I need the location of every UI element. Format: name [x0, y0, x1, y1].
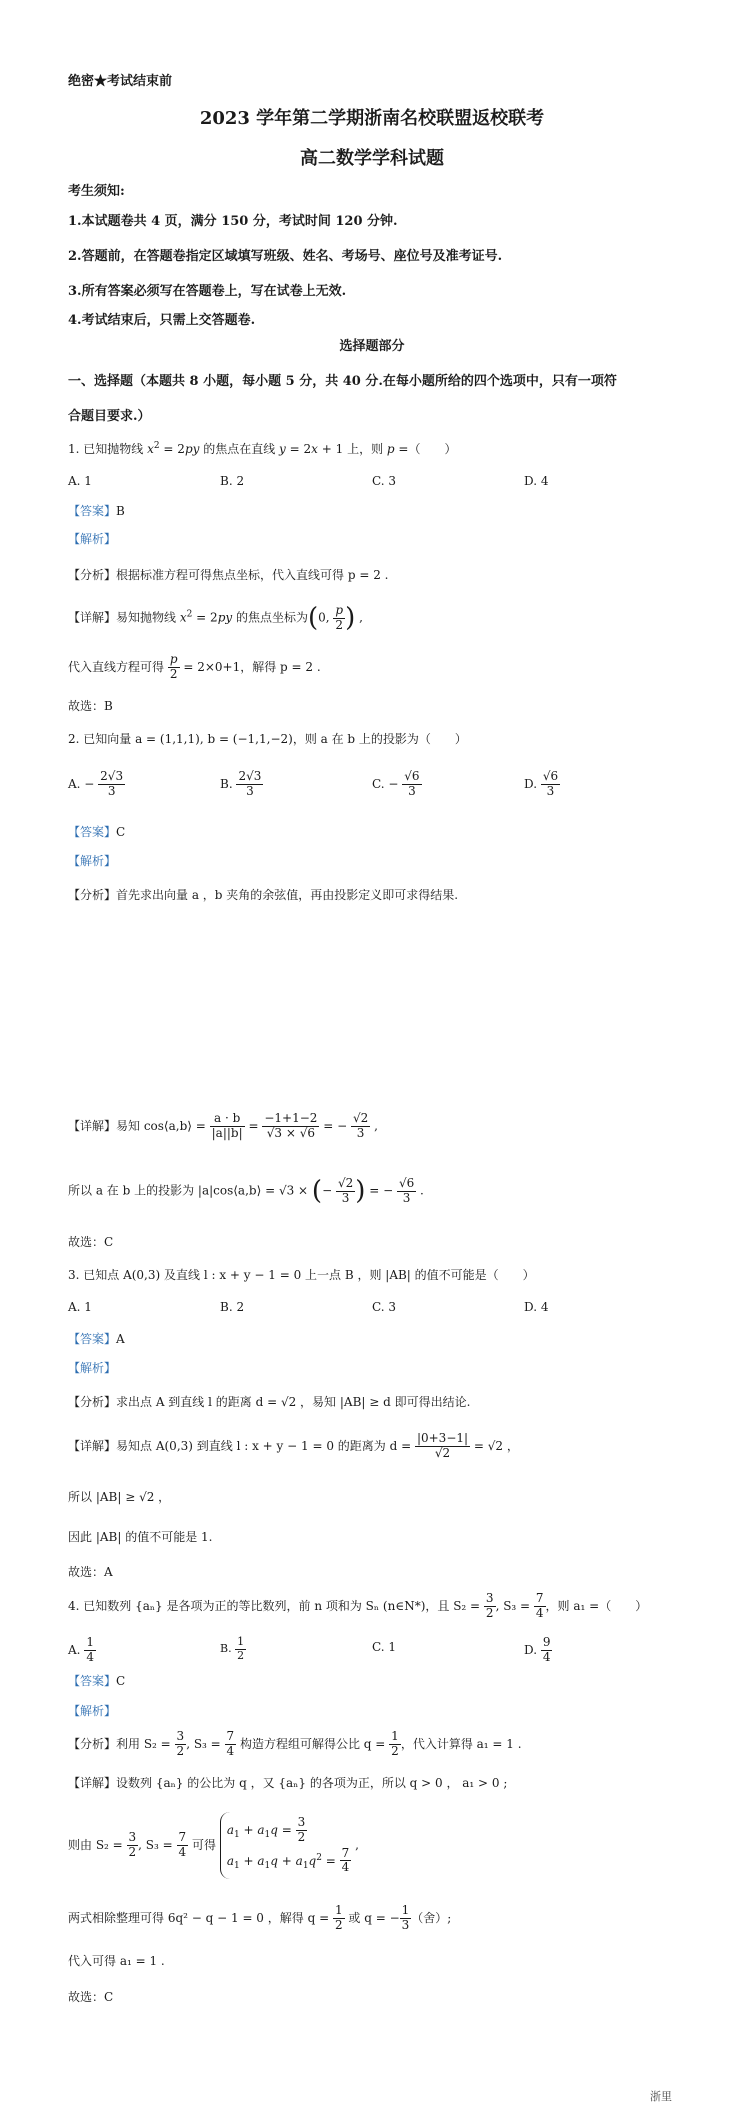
q3-line-2: 所以 |AB| ≥ √2 ，: [68, 1490, 171, 1504]
q2-option-a: A. − $\frac{2√3}{3}$: [68, 769, 124, 798]
notice-item: 3.所有答案必须写在答题卷上，写在试卷上无效.: [68, 284, 347, 299]
exam-subtitle: 高二数学学科试题: [300, 148, 444, 169]
q3-analysis-label: 【解析】: [68, 1361, 117, 1375]
q3-choose: 故选：A: [68, 1565, 113, 1579]
exam-title: 2023 学年第二学期浙南名校联盟返校联考: [199, 108, 545, 129]
notice-item: 4.考试结束后，只需上交答题卷.: [68, 313, 256, 328]
q4-fenxi: 【分析】利用 S₂ = $\frac{3}{2}$ , S₃ = $\frac{7}{4}$ 构造方程组可解得公比 q = $\frac{1}{2}$ ，代入计算得 a₁ = 1 .: [68, 1729, 522, 1758]
q3-answer: 【答案】A: [68, 1332, 125, 1346]
q2-stem: 2. 已知向量 a = (1,1,1), b = (−1,1,−2)，则 a 在 b 上的投影为（ ）: [68, 732, 467, 746]
part-title: 选择题部分: [339, 339, 405, 354]
q4-analysis-label: 【解析】: [68, 1704, 117, 1718]
q2-option-c: C. − $\frac{√6}{3}$: [372, 769, 420, 798]
q4-line-3: 两式相除整理可得 6q² − q − 1 = 0 ，解得 q = $\frac{1}{2}$ 或 q = − $\frac{1}{3}$ （舍）;: [68, 1903, 452, 1932]
q2-fenxi: 【分析】首先求出向量 a ，b 夹角的余弦值，再由投影定义即可求得结果.: [68, 888, 459, 902]
q2-option-b: B. $\frac{2√3}{3}$: [220, 769, 262, 798]
secret-label: 绝密★考试结束前: [68, 74, 173, 89]
q4-choose: 故选：C: [68, 1990, 114, 2004]
q3-option-c: C. 3: [372, 1300, 397, 1314]
q1-option-a: A. 1: [68, 474, 92, 488]
q4-answer: 【答案】C: [68, 1674, 126, 1688]
q4-detail: 【详解】设数列 {aₙ} 的公比为 q ，又 {aₙ} 的各项为正，所以 q > 0 ， a₁ > 0 ;: [68, 1776, 508, 1790]
q1-analysis-label: 【解析】: [68, 532, 117, 546]
q4-detail-2: 则由 S₂ = $\frac{3}{2}$ , S₃ = $\frac{7}{4}$ 可得 $a_1 + a_1q$ = $\frac{3}{2}$ $a_1 + a_1q + a_1q^2$ = $\frac{7}{4}$ ,: [68, 1812, 359, 1879]
q4-option-d: D. $\frac{9}{4}$: [524, 1635, 551, 1664]
q3-option-b: B. 2: [220, 1300, 245, 1314]
q1-detail: 【详解】易知抛物线 $x^2 = 2py$ 的焦点坐标为(0, $\frac{p}{2}$ ) ,: [68, 602, 363, 633]
q1-choose: 故选：B: [68, 699, 113, 713]
q4-option-b: B. $\frac{1}{2}$: [220, 1635, 245, 1662]
q1-answer: 【答案】B: [68, 504, 125, 518]
q2-option-d: D. $\frac{√6}{3}$: [524, 769, 559, 798]
section-heading: 一、选择题（本题共 8 小题，每小题 5 分，共 40 分.在每小题所给的四个选项中，只有一项符: [68, 374, 617, 389]
q4-option-a: A. $\frac{1}{4}$: [68, 1635, 94, 1664]
q3-stem: 3. 已知点 A(0,3) 及直线 l : x + y − 1 = 0 上一点 B ，则 |AB| 的值不可能是（ ）: [68, 1268, 535, 1282]
q1-option-c: C. 3: [372, 474, 397, 488]
q2-answer: 【答案】C: [68, 825, 126, 839]
notice-item: 1.本试题卷共 4 页，满分 150 分，考试时间 120 分钟.: [68, 214, 398, 229]
q4-line-4: 代入可得 a₁ = 1 .: [68, 1954, 165, 1968]
q3-fenxi: 【分析】求出点 A 到直线 l 的距离 d = √2 ，易知 |AB| ≥ d 即可得出结论.: [68, 1395, 471, 1409]
q3-line-3: 因此 |AB| 的值不可能是 1.: [68, 1530, 213, 1544]
q2-analysis-label: 【解析】: [68, 854, 117, 868]
q1-option-d: D. 4: [524, 474, 549, 488]
q2-detail-2: 所以 a 在 b 上的投影为 |a|cos⟨a,b⟩ = √3 × (− $\frac{√2}{3}$ ) = − $\frac{√6}{3}$ .: [68, 1175, 424, 1206]
q3-option-a: A. 1: [68, 1300, 92, 1314]
q3-option-d: D. 4: [524, 1300, 549, 1314]
q1-stem: 1. 已知抛物线 $x^2 = 2py$ 的焦点在直线 y = 2x + 1 上，则 p =（ ）: [68, 441, 457, 456]
footer-watermark: 浙里: [650, 2090, 672, 2103]
q4-option-c: C. 1: [372, 1640, 397, 1654]
notice-heading: 考生须知:: [68, 184, 125, 199]
q3-detail: 【详解】易知点 A(0,3) 到直线 l : x + y − 1 = 0 的距离为 d = $\frac{|0+3-1|}{√2}$ = √2 ，: [68, 1431, 519, 1460]
notice-item: 2.答题前，在答题卷指定区域填写班级、姓名、考场号、座位号及准考证号.: [68, 249, 503, 264]
q4-stem: 4. 已知数列 {aₙ} 是各项为正的等比数列，前 n 项和为 Sₙ (n∈N*)，且 S₂ = $\frac{3}{2}$ , S₃ = $\frac{7}{4}$ ，则 a₁ =（ ）: [68, 1591, 648, 1620]
q4-equation-system: $a_1 + a_1q$ = $\frac{3}{2}$ $a_1 + a_1q + a_1q^2$ = $\frac{7}{4}$: [220, 1812, 351, 1879]
q2-detail: 【详解】易知 cos⟨a,b⟩ = $\frac{a \cdot b}{|a||b|}$ = $\frac{-1+1-2}{√3 \times √6}$ = − $\frac{√2}{3}$ ,: [68, 1111, 378, 1140]
section-heading-cont: 合题目要求.）: [68, 409, 151, 424]
q2-choose: 故选：C: [68, 1235, 114, 1249]
q1-fenxi: 【分析】根据标准方程可得焦点坐标，代入直线可得 p = 2 .: [68, 568, 389, 582]
q1-option-b: B. 2: [220, 474, 245, 488]
q1-detail-2: 代入直线方程可得 $\frac{p}{2}$ = 2×0+1，解得 p = 2 .: [68, 652, 321, 681]
